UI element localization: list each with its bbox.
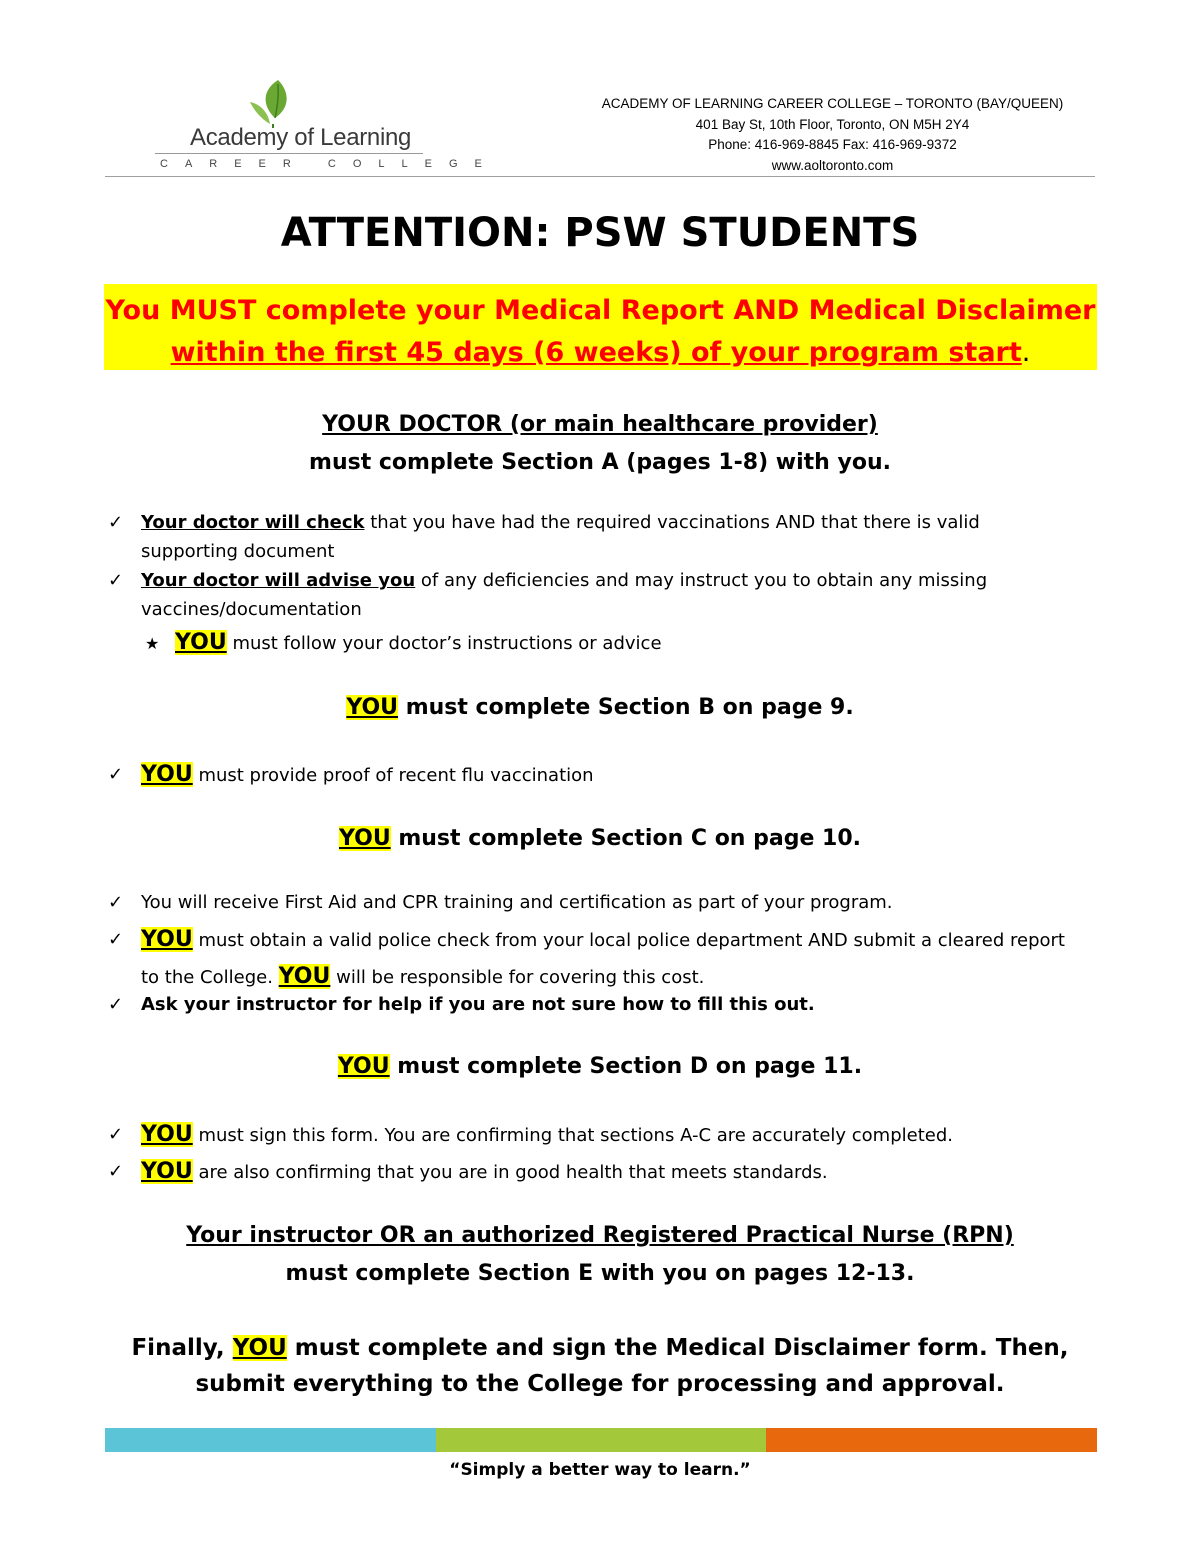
alert-banner-text — [104, 290, 1097, 374]
alert-line-2: within the first 45 days (6 weeks) of your program start — [170, 337, 1022, 368]
star-icon: ★ — [145, 634, 160, 653]
check-icon: ✓ — [108, 892, 124, 913]
section-b-heading: YOU must complete Section B on page 9. — [346, 695, 854, 720]
contact-block — [520, 94, 1145, 176]
contact-website[interactable]: www.aoltoronto.com — [771, 157, 894, 173]
list-item: ✓ You will receive First Aid and CPR training and certification as part of your program. — [108, 888, 1068, 917]
section-c-heading: YOU must complete Section C on page 10. — [338, 826, 862, 851]
list-item: ✓ YOU are also confirming that you are in good health that meets standards. — [108, 1159, 828, 1184]
alert-line-2-period: . — [1021, 337, 1031, 368]
header-divider — [105, 176, 1095, 177]
contact-address: 401 Bay St, 10th Floor, Toronto, ON M5H 2Y4 — [695, 116, 970, 132]
sub-list-item: ★ YOU must follow your doctor’s instructions or advice — [145, 628, 662, 658]
section-a-heading-1: YOUR DOCTOR (or main healthcare provider) — [322, 412, 878, 437]
check-icon: ✓ — [108, 570, 124, 591]
check-icon: ✓ — [108, 994, 124, 1015]
list-item: ✓ Ask your instructor for help if you are not sure how to fill this out. — [108, 990, 1068, 1019]
logo-subtitle: CAREER COLLEGE — [160, 158, 499, 170]
list-item: ✓ YOU must obtain a valid police check from your local police department AND submit a cleared report to the College. YOU will be responsible for covering this cost. — [108, 922, 1068, 996]
footer-bar-orange — [766, 1428, 1097, 1452]
check-icon: ✓ — [108, 1161, 124, 1182]
list-item: ✓ Your doctor will check that you have had the required vaccinations AND that there is valid supporting document — [108, 508, 1068, 566]
section-a-heading-2: must complete Section A (pages 1-8) with you. — [309, 450, 891, 475]
section-d-heading: YOU must complete Section D on page 11. — [337, 1054, 863, 1079]
footer-bar-blue — [105, 1428, 436, 1452]
contact-college: ACADEMY OF LEARNING CAREER COLLEGE – TORONTO (BAY/QUEEN) — [601, 96, 1064, 111]
logo-divider — [155, 153, 423, 154]
tagline: “Simply a better way to learn.” — [449, 1460, 751, 1480]
section-e-heading-2: must complete Section E with you on pages 12-13. — [285, 1261, 915, 1286]
check-icon: ✓ — [108, 764, 124, 785]
contact-phone-fax: Phone: 416-969-8845 Fax: 416-969-9372 — [708, 137, 957, 152]
list-item: ✓ Your doctor will advise you of any deficiencies and may instruct you to obtain any missing vaccines/documentation — [108, 566, 1068, 624]
page-title: ATTENTION: PSW STUDENTS — [280, 210, 920, 256]
footer-bar-green — [436, 1428, 766, 1452]
check-icon: ✓ — [108, 929, 124, 950]
alert-line-1: You MUST complete your Medical Report AND Medical Disclaimer — [105, 295, 1096, 326]
check-icon: ✓ — [108, 512, 124, 533]
list-item: ✓ YOU must provide proof of recent flu vaccination — [108, 762, 594, 787]
check-icon: ✓ — [108, 1124, 124, 1145]
list-item: ✓ YOU must sign this form. You are confirming that sections A-C are accurately completed. — [108, 1122, 953, 1147]
section-e-heading-1: Your instructor OR an authorized Registered Practical Nurse (RPN) — [186, 1223, 1014, 1248]
logo-name: Academy of Learning — [190, 124, 412, 151]
final-instruction: Finally, YOU must complete and sign the Medical Disclaimer form. Then, submit everything to the College for processing and approval. — [131, 1335, 1069, 1397]
